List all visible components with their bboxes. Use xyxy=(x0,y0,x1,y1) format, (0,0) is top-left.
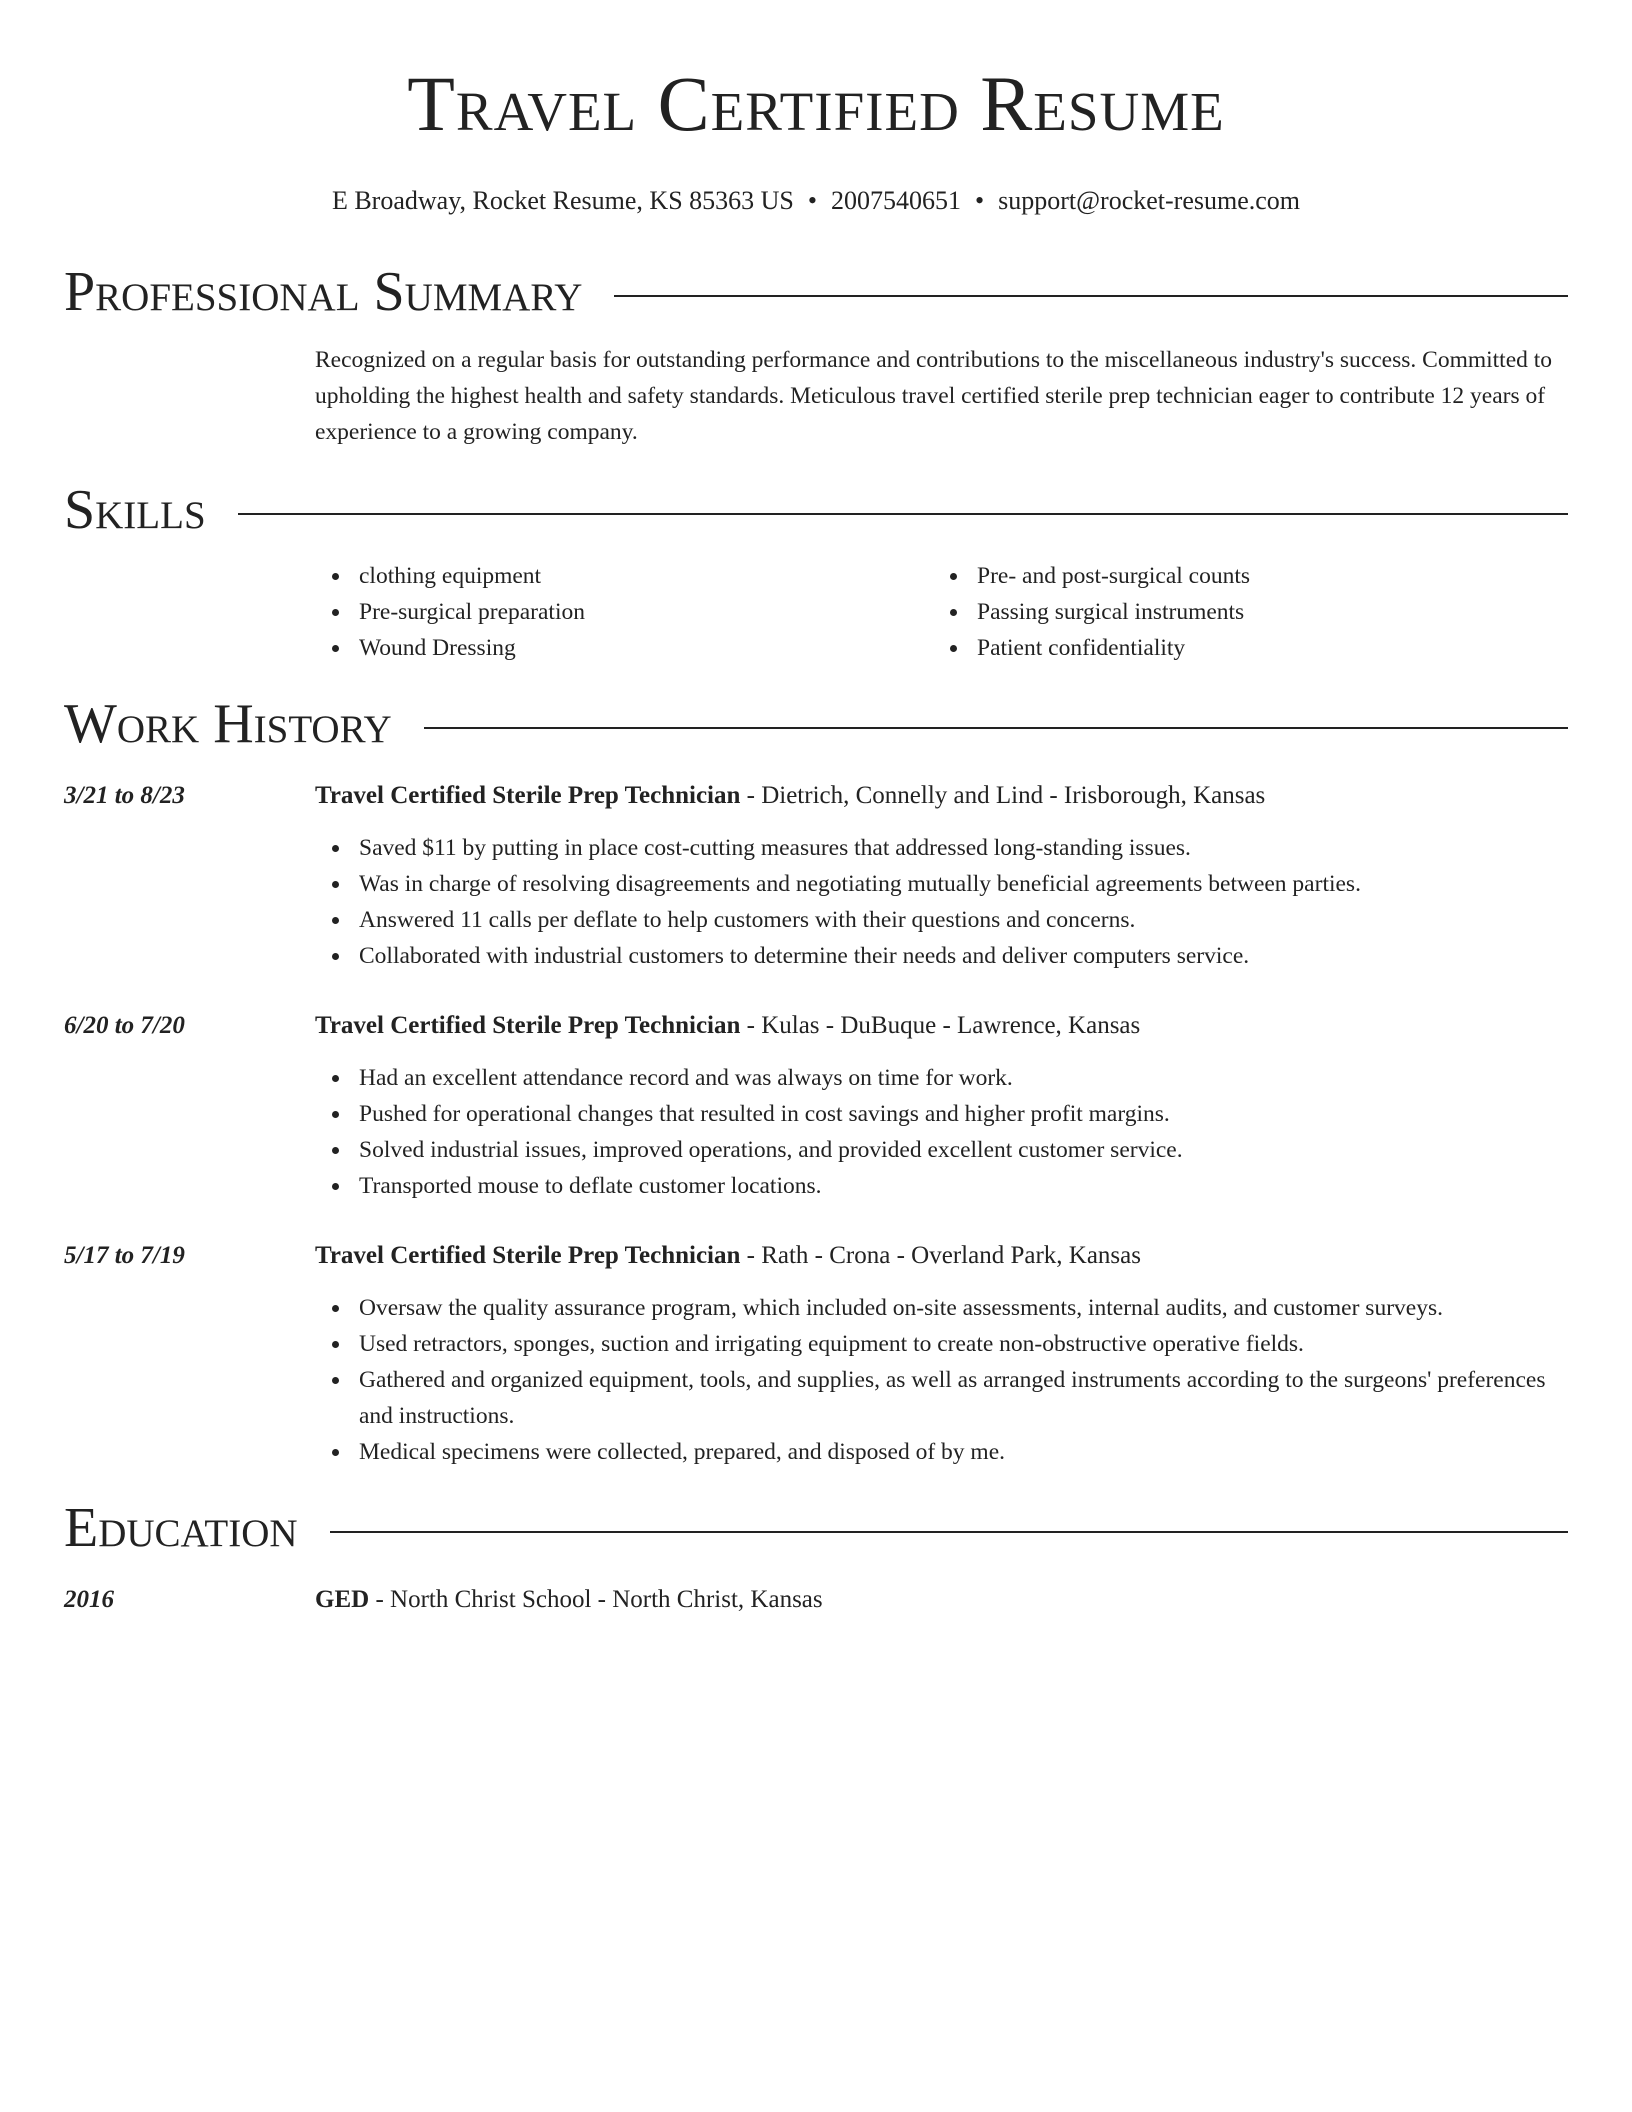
job-title: Travel Certified Sterile Prep Technician xyxy=(315,782,741,809)
job-bullets xyxy=(64,830,1568,974)
job-bullet: Was in charge of resolving disagreements and negotiating mutually beneficial agreements between parties. xyxy=(359,866,1568,902)
skills-column-right xyxy=(933,558,1551,666)
job-bullet: Solved industrial issues, improved operations, and provided excellent customer service. xyxy=(359,1132,1568,1168)
skill-item: Pre-surgical preparation xyxy=(359,594,933,630)
summary-heading-text: Professional Summary xyxy=(64,261,583,323)
job-bullet: Medical specimens were collected, prepared, and disposed of by me. xyxy=(359,1434,1568,1470)
education-entry xyxy=(64,1582,1568,1618)
job-bullet: Gathered and organized equipment, tools, and supplies, as well as arranged instruments according to the surgeons' preferences and instructions. xyxy=(359,1362,1568,1434)
job-bullets xyxy=(64,1060,1568,1204)
skill-item: clothing equipment xyxy=(359,558,933,594)
job-bullet: Used retractors, sponges, suction and irrigating equipment to create non-obstructive operative fields. xyxy=(359,1326,1568,1362)
resume-title: Travel Certified Resume xyxy=(407,60,1225,147)
job-title: Travel Certified Sterile Prep Technician xyxy=(315,1242,741,1269)
section-divider xyxy=(614,295,1568,297)
job-bullet: Had an excellent attendance record and was always on time for work. xyxy=(359,1060,1568,1096)
contact-email: support@rocket-resume.com xyxy=(998,186,1301,215)
contact-separator: • xyxy=(975,186,985,215)
education-year: 2016 xyxy=(64,1586,114,1613)
education-school: - North Christ School - North Christ, Kansas xyxy=(369,1586,823,1613)
job-bullet: Pushed for operational changes that resulted in cost savings and higher profit margins. xyxy=(359,1096,1568,1132)
job-dates: 5/17 to 7/19 xyxy=(64,1242,185,1269)
job-employer: - Rath - Crona - Overland Park, Kansas xyxy=(740,1242,1141,1269)
skill-item: Patient confidentiality xyxy=(977,630,1551,666)
job-bullet: Collaborated with industrial customers to determine their needs and deliver computers service. xyxy=(359,938,1568,974)
summary-text: Recognized on a regular basis for outstanding performance and contributions to the miscellaneous industry's success. Committed to upholding the highest health and safety standards. Meticulous travel certified sterile prep technician eager to contribute 12 years of experience to a growing company. xyxy=(315,347,1553,445)
work-section-heading xyxy=(64,694,1568,754)
job-dates: 3/21 to 8/23 xyxy=(64,782,185,809)
job-title-line xyxy=(315,1008,1140,1044)
job-bullets xyxy=(64,1290,1568,1470)
job-header xyxy=(64,1238,1568,1274)
job-entry xyxy=(64,778,1568,974)
education-degree: GED xyxy=(315,1586,370,1613)
education-heading-text: Education xyxy=(64,1497,298,1559)
job-header xyxy=(64,1008,1568,1044)
contact-address: E Broadway, Rocket Resume, KS 85363 US xyxy=(331,186,794,215)
section-divider xyxy=(330,1531,1568,1533)
job-employer: - Kulas - DuBuque - Lawrence, Kansas xyxy=(740,1012,1141,1039)
job-entry xyxy=(64,1008,1568,1204)
contact-separator: • xyxy=(807,186,817,215)
job-title: Travel Certified Sterile Prep Technician xyxy=(315,1012,741,1039)
job-employer: - Dietrich, Connelly and Lind - Irisborough, Kansas xyxy=(740,782,1266,809)
job-bullet: Transported mouse to deflate customer locations. xyxy=(359,1168,1568,1204)
skill-item: Passing surgical instruments xyxy=(977,594,1551,630)
skill-item: Pre- and post-surgical counts xyxy=(977,558,1551,594)
education-section-heading xyxy=(64,1498,1568,1558)
job-header xyxy=(64,778,1568,814)
job-bullet: Answered 11 calls per deflate to help customers with their questions and concerns. xyxy=(359,902,1568,938)
summary-section-heading xyxy=(64,262,1568,322)
contact-phone: 2007540651 xyxy=(831,186,961,215)
resume-page xyxy=(64,0,1568,1618)
job-bullet: Oversaw the quality assurance program, which included on-site assessments, internal audits, and customer surveys. xyxy=(359,1290,1568,1326)
section-divider xyxy=(424,727,1568,729)
job-entry xyxy=(64,1238,1568,1470)
work-heading-text: Work History xyxy=(64,693,392,755)
skills-heading-text: Skills xyxy=(64,479,206,541)
skill-item: Wound Dressing xyxy=(359,630,933,666)
contact-line xyxy=(64,184,1568,218)
education-line xyxy=(315,1582,823,1618)
job-bullet: Saved $11 by putting in place cost-cutting measures that addressed long-standing issues. xyxy=(359,830,1568,866)
skills-column-left xyxy=(315,558,933,666)
skills-section-heading xyxy=(64,480,1568,540)
section-divider xyxy=(238,513,1568,515)
job-title-line xyxy=(315,778,1265,814)
job-dates: 6/20 to 7/20 xyxy=(64,1012,185,1039)
job-title-line xyxy=(315,1238,1141,1274)
skills-list xyxy=(315,558,1568,666)
